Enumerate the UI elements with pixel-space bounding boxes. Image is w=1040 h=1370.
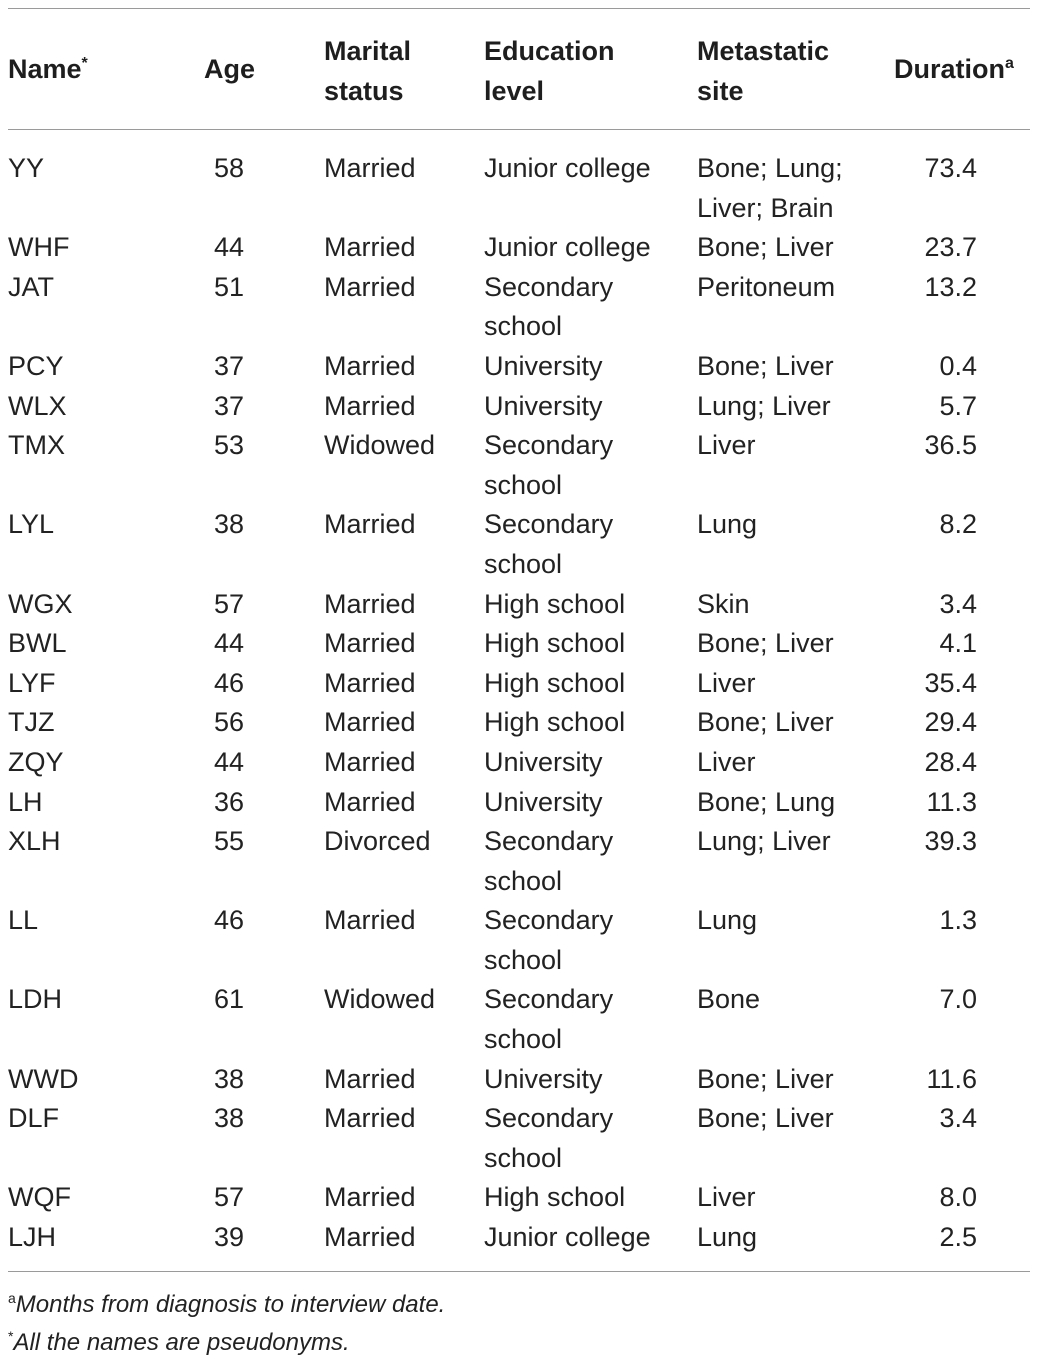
cell-education-level: University: [484, 350, 603, 381]
cell-metastatic-site: Bone; Liver: [697, 350, 834, 381]
cell-duration: 0.4: [939, 350, 977, 381]
cell-age: 44: [213, 628, 244, 659]
cell-duration: 3.4: [939, 588, 977, 619]
table-row: [8, 347, 1030, 387]
patient-table: [8, 8, 1030, 1362]
cell-age: 53: [213, 430, 244, 461]
cell-education-level: High school: [484, 588, 626, 619]
cell-education-level: High school: [484, 667, 626, 698]
cell-metastatic-site: Lung; Liver: [697, 390, 831, 421]
cell-marital-status: Married: [324, 1103, 416, 1134]
table-row: [8, 1178, 1030, 1218]
cell-duration: 39.3: [924, 826, 977, 857]
cell-metastatic-site: Peritoneum: [697, 271, 836, 302]
cell-metastatic-site: Liver: [697, 430, 756, 461]
cell-age: 61: [213, 984, 244, 1015]
cell-name: XLH: [8, 826, 61, 857]
cell-age: 58: [213, 153, 244, 183]
header-age: Age: [204, 54, 256, 84]
cell-age: 37: [213, 390, 244, 421]
header-education: Education level: [484, 36, 615, 106]
cell-education-level: Secondary school: [484, 271, 614, 342]
cell-metastatic-site: Bone; Liver: [697, 1063, 834, 1094]
table-row: [8, 268, 1030, 347]
cell-duration: 23.7: [924, 232, 977, 263]
table-row: [8, 703, 1030, 743]
cell-metastatic-site: Bone; Liver: [697, 1103, 834, 1134]
cell-duration: 73.4: [924, 153, 977, 183]
cell-name: WWD: [8, 1063, 79, 1094]
cell-name: WHF: [8, 232, 70, 263]
cell-education-level: University: [484, 390, 603, 421]
table-row: [8, 585, 1030, 625]
cell-age: 39: [213, 1222, 244, 1253]
cell-marital-status: Married: [324, 588, 416, 619]
cell-metastatic-site: Lung: [697, 1222, 758, 1253]
cell-education-level: Junior college: [484, 1222, 651, 1253]
cell-metastatic-site: Liver: [697, 667, 756, 698]
table-row: [8, 783, 1030, 823]
cell-name: WGX: [8, 588, 73, 619]
table-row: [8, 1099, 1030, 1178]
cell-metastatic-site: Liver: [697, 746, 756, 777]
cell-education-level: Secondary school: [484, 509, 614, 579]
table-row: [8, 901, 1030, 980]
cell-marital-status: Married: [324, 153, 416, 183]
cell-duration: 7.0: [939, 984, 977, 1015]
table-body: [8, 130, 1030, 1271]
table-row: [8, 228, 1030, 268]
cell-name: LYF: [8, 667, 56, 698]
cell-marital-status: Married: [324, 271, 416, 302]
header-metastatic: Metastatic site: [697, 36, 830, 106]
cell-age: 57: [213, 588, 244, 619]
table-row: [8, 664, 1030, 704]
cell-age: 36: [213, 786, 244, 817]
cell-age: 38: [213, 1103, 244, 1134]
cell-marital-status: Divorced: [324, 826, 431, 857]
cell-name: LYL: [8, 509, 55, 540]
cell-metastatic-site: Bone; Liver: [697, 232, 834, 263]
cell-duration: 8.0: [939, 1182, 977, 1213]
cell-education-level: Secondary school: [484, 430, 614, 500]
cell-name: PCY: [8, 350, 64, 381]
cell-duration: 29.4: [924, 707, 977, 738]
cell-age: 44: [213, 232, 244, 263]
cell-name: ZQY: [8, 746, 64, 777]
cell-age: 55: [213, 826, 244, 857]
cell-name: LL: [8, 905, 39, 936]
cell-marital-status: Married: [324, 1063, 416, 1094]
cell-name: JAT: [8, 271, 54, 302]
cell-marital-status: Married: [324, 1182, 416, 1213]
cell-metastatic-site: Bone; Liver: [697, 707, 834, 738]
cell-metastatic-site: Skin: [697, 588, 750, 619]
table-row: [8, 426, 1030, 505]
cell-age: 37: [213, 350, 244, 381]
cell-education-level: Secondary school: [484, 1103, 614, 1173]
footnotes: [8, 1272, 1030, 1362]
cell-duration: 11.3: [926, 786, 977, 817]
cell-name: TJZ: [8, 707, 55, 738]
cell-marital-status: Married: [324, 390, 416, 421]
cell-age: 46: [213, 905, 244, 936]
cell-duration: 4.1: [939, 628, 977, 659]
cell-duration: 5.7: [939, 390, 977, 421]
cell-duration: 3.4: [939, 1103, 977, 1134]
cell-marital-status: Married: [324, 628, 416, 659]
cell-duration: 1.3: [939, 905, 977, 936]
cell-metastatic-site: Liver: [697, 1182, 756, 1213]
cell-education-level: Secondary school: [484, 905, 614, 975]
cell-metastatic-site: Lung: [697, 509, 758, 540]
cell-marital-status: Widowed: [324, 430, 436, 461]
cell-marital-status: Widowed: [324, 984, 436, 1015]
cell-name: BWL: [8, 628, 67, 659]
table-header: [8, 9, 1030, 129]
cell-duration: 36.5: [924, 430, 977, 461]
table-row: [8, 743, 1030, 783]
cell-education-level: High school: [484, 628, 626, 659]
cell-marital-status: Married: [324, 707, 416, 738]
cell-duration: 2.5: [939, 1222, 977, 1253]
cell-marital-status: Married: [324, 786, 416, 817]
cell-education-level: Secondary school: [484, 984, 614, 1055]
cell-marital-status: Married: [324, 746, 416, 777]
cell-education-level: University: [484, 746, 603, 777]
cell-age: 38: [213, 1063, 244, 1094]
header-marital: Marital status: [324, 36, 412, 106]
cell-education-level: University: [484, 1063, 603, 1094]
cell-education-level: Secondary school: [484, 826, 614, 896]
cell-age: 44: [213, 746, 244, 777]
cell-marital-status: Married: [324, 1222, 416, 1253]
cell-education-level: High school: [484, 707, 626, 738]
header-duration: Duration$^a$: [894, 54, 1014, 84]
footnote-duration: $^a$Months from diagnosis to interview date.: [8, 1289, 446, 1318]
cell-name: WQF: [8, 1182, 71, 1213]
cell-marital-status: Married: [324, 509, 416, 540]
cell-education-level: High school: [484, 1182, 626, 1213]
cell-name: DLF: [8, 1103, 60, 1134]
cell-metastatic-site: Bone; Lung; Liver; Brain: [697, 153, 843, 223]
cell-marital-status: Married: [324, 905, 416, 936]
cell-marital-status: Married: [324, 232, 416, 263]
cell-age: 51: [213, 271, 244, 302]
cell-age: 46: [213, 667, 244, 698]
table-row: [8, 822, 1030, 901]
cell-marital-status: Married: [324, 350, 416, 381]
table-row: [8, 1218, 1030, 1258]
table-row: [8, 624, 1030, 664]
cell-age: 57: [213, 1182, 244, 1213]
table-row: [8, 387, 1030, 427]
cell-name: YY: [8, 153, 45, 183]
cell-age: 38: [213, 509, 244, 540]
cell-marital-status: Married: [324, 667, 416, 698]
cell-education-level: University: [484, 786, 603, 817]
cell-name: WLX: [8, 390, 67, 421]
cell-metastatic-site: Bone; Lung: [697, 786, 836, 817]
cell-name: LH: [8, 786, 43, 817]
table-row: [8, 980, 1030, 1059]
cell-duration: 28.4: [924, 746, 977, 777]
table-row: [8, 149, 1030, 228]
footnote-pseudonyms: *All the names are pseudonyms.: [8, 1327, 350, 1356]
cell-metastatic-site: Lung; Liver: [697, 826, 831, 857]
header-name: Name*: [8, 54, 88, 84]
cell-duration: 8.2: [939, 509, 977, 540]
table-row: [8, 1060, 1030, 1100]
cell-name: TMX: [8, 430, 65, 461]
cell-education-level: Junior college: [484, 232, 651, 263]
cell-name: LDH: [8, 984, 63, 1015]
cell-education-level: Junior college: [484, 153, 651, 183]
cell-duration: 13.2: [924, 271, 977, 302]
cell-duration: 35.4: [924, 667, 977, 698]
cell-name: LJH: [8, 1222, 57, 1253]
cell-metastatic-site: Bone; Liver: [697, 628, 834, 659]
cell-age: 56: [213, 707, 244, 738]
cell-metastatic-site: Bone: [697, 984, 761, 1015]
cell-duration: 11.6: [926, 1063, 977, 1094]
table-row: [8, 505, 1030, 584]
cell-metastatic-site: Lung: [697, 905, 758, 936]
